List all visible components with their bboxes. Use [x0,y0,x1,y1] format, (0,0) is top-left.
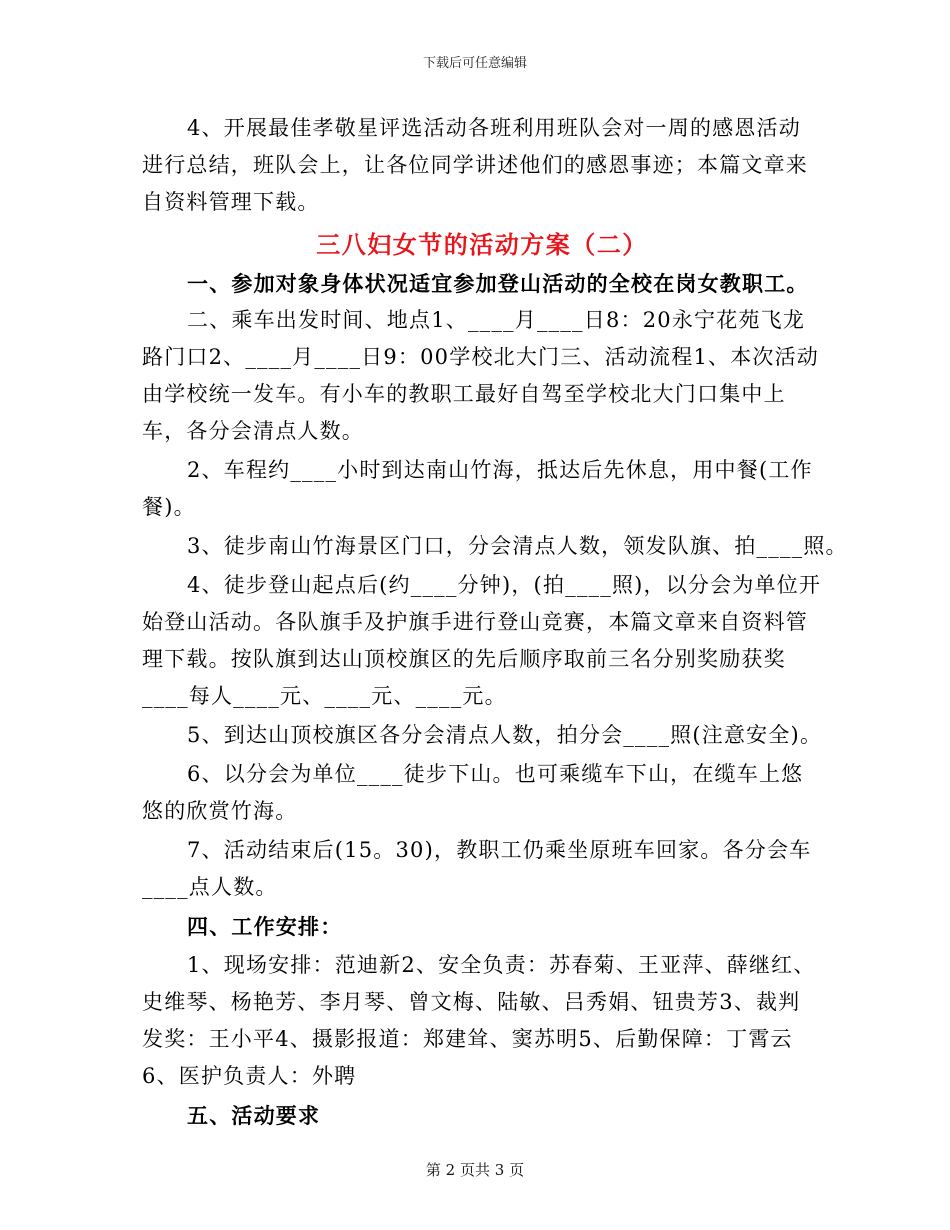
paragraph-item-4: 4、开展最佳孝敬星评选活动各班利用班队会对一周的感恩活动进行总结，班队会上，让各位同学讲述他们的感恩事迹；本篇文章来自资料管理下载。 [142,116,808,214]
section-title: 三八妇女节的活动方案（二） [316,230,648,259]
section-participants: 一、参加对象身体状况适宜参加登山活动的全校在岗女教职工。 [187,271,809,296]
flow-step-6: 6、以分会为单位____徒步下山。也可乘缆车下山，在缆车上悠悠的欣赏竹海。 [142,762,804,823]
flow-step-7: 7、活动结束后(15。30)，教职工仍乘坐原班车回家。各分会车____点人数。 [142,838,812,899]
section-departure: 二、乘车出发时间、地点1、____月____日8：20永宁花苑飞龙路门口2、____月____日9：00学校北大门三、活动流程1、本次活动由学校统一发车。有小车的教职工最好自驾至学校北大门口集中上车，各分会清点人数。 [142,308,820,443]
flow-step-3: 3、徒步南山竹海景区门口，分会清点人数，领发队旗、拍____照。 [187,534,848,558]
section-work-arrangement: 四、工作安排： [187,914,343,939]
flow-step-4: 4、徒步登山起点后(约____分钟)，(拍____照)，以分会为单位开始登山活动。各队旗手及护旗手进行登山竞赛，本篇文章来自资料管理下载。按队旗到达山顶校旗区的先后顺序取前三名分别奖励获奖____每人____元、____元、____元。 [142,573,822,708]
section-requirements: 五、活动要求 [187,1103,321,1128]
flow-step-2: 2、车程约____小时到达南山竹海，抵达后先休息，用中餐(工作餐)。 [142,458,813,519]
flow-step-5: 5、到达山顶校旗区各分会清点人数，拍分会____照(注意安全)。 [187,723,823,747]
document-body [142,110,848,1134]
page-footer: 第 2 页共 3 页 [425,1161,525,1179]
work-arrangement-list: 1、现场安排：范迪新2、安全负责：苏春菊、王亚萍、薛继红、史维琴、杨艳芳、李月琴、曾文梅、陆敏、吕秀娟、钮贵芳3、裁判发奖：王小平4、摄影报道：郑建耸、窦苏明5、后勤保障：丁霄云6、医护负责人：外聘 [142,953,816,1088]
page-header: 下载后可任意编辑 [422,56,527,71]
